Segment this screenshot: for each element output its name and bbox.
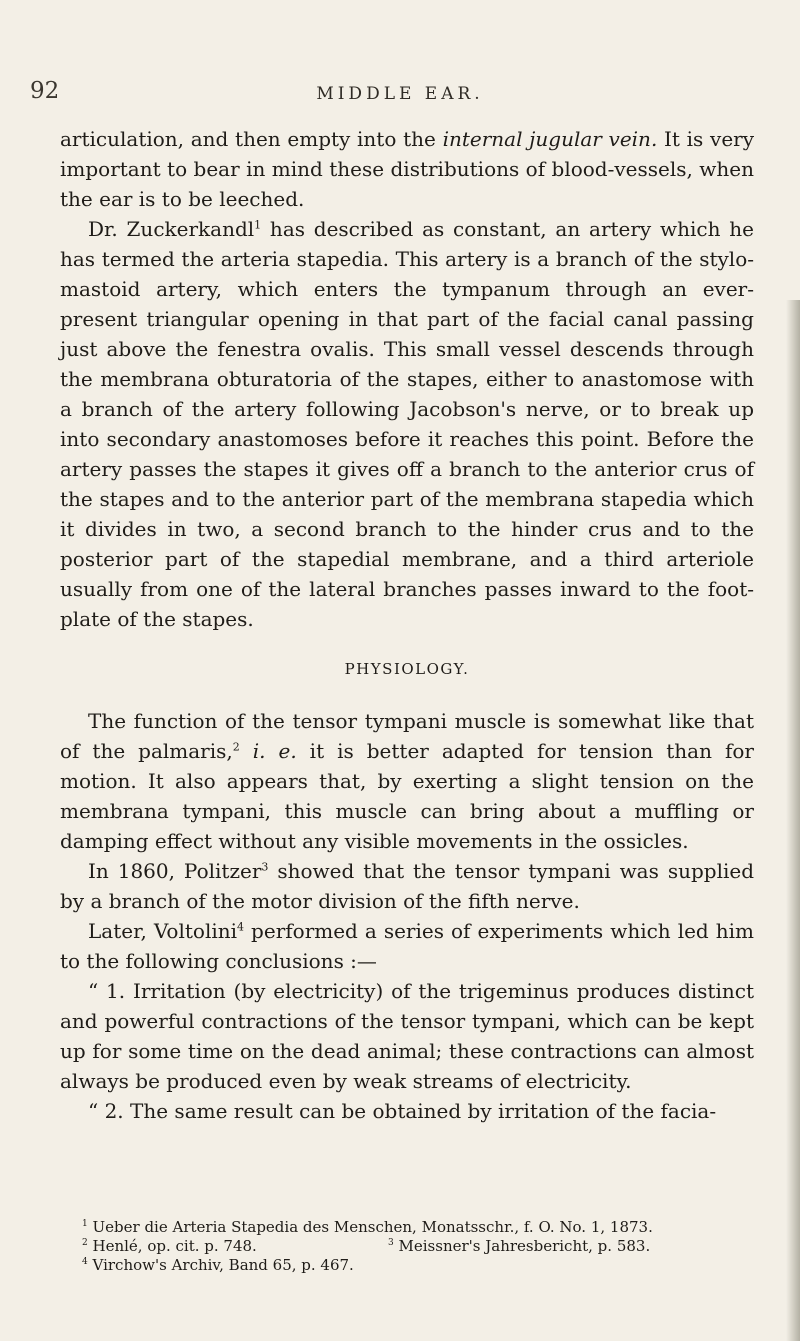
section-heading: PHYSIOLOGY. bbox=[344, 660, 470, 678]
footnote-ref: 2 bbox=[232, 740, 240, 754]
italic-run: internal jugular vein. bbox=[442, 127, 658, 151]
text-run: performed a series of experiments which led him to the following conclusions :— bbox=[60, 919, 755, 973]
footnote-marker: 3 bbox=[388, 1238, 394, 1248]
italic-run: i. e. bbox=[239, 739, 297, 763]
footnote-text: Meissner's Jahresbericht, p. 583. bbox=[398, 1237, 651, 1255]
text-run: it is better adapted for tension than for motion. It also appears that, by exerting a slight tension on the membrana tympani, this muscle can bring about a muffling or damping effect without any visible movements in the ossicles. bbox=[60, 739, 754, 853]
paragraph-6: “ 1. Irritation (by electricity) of the trigeminus produces distinct and powerful contractions of the tensor tympani, which can be kept up for some time on the dead animal; these contractions can almost always be produced even by weak streams of electricity. bbox=[60, 979, 754, 1093]
page-edge-shadow bbox=[786, 300, 800, 1341]
footnote-ref: 1 bbox=[254, 218, 262, 232]
text-run: showed that the tensor tympani was supplied by a branch of the motor division of the fifth nerve. bbox=[60, 859, 755, 913]
footnote-row-2-3 bbox=[82, 1237, 762, 1256]
paragraph-4 bbox=[60, 856, 754, 916]
text-run: The function of the tensor tympani muscle is somewhat like that of the palmaris, bbox=[60, 709, 754, 763]
footnote-text: Virchow's Archiv, Band 65, p. 467. bbox=[92, 1256, 354, 1274]
footnote-3 bbox=[388, 1237, 650, 1256]
footnote-marker: 4 bbox=[82, 1257, 88, 1267]
text-run: Later, Voltolini bbox=[88, 919, 238, 943]
paragraph-1 bbox=[60, 124, 754, 214]
text-run: has described as constant, an artery which he has termed the arteria stapedia. This artery is a branch of the stylo-mastoid artery, which enters the tympanum through an ever-present triangular opening in that part of the facial canal passing just above the fenestra ovalis. This small vessel descends through the membrana obturatoria of the stapes, either to anastomose with a branch of the artery following Jacobson's nerve, or to break up into secondary anastomoses before it reaches this point. Before the artery passes the stapes it gives off a branch to the anterior crus of the stapes and to the anterior part of the membrana stapedia which it divides in two, a second branch to the hinder crus and to the posterior part of the stapedial membrane, and a third arteriole usually from one of the lateral branches passes inward to the foot-plate of the stapes. bbox=[60, 217, 754, 631]
footnote-1 bbox=[82, 1218, 762, 1237]
paragraph-7: “ 2. The same result can be obtained by irritation of the facia- bbox=[88, 1099, 717, 1123]
footnote-text: Henlé, op. cit. p. 748. bbox=[92, 1237, 257, 1255]
body-text bbox=[60, 124, 754, 1126]
text-run: It is very important to bear in mind these distributions of blood-vessels, when the ear is to be leeched. bbox=[60, 127, 755, 211]
text-run: Dr. Zuckerkandl bbox=[88, 217, 255, 241]
footnote-marker: 2 bbox=[82, 1238, 88, 1248]
footnote-text: Ueber die Arteria Stapedia des Menschen, Monatsschr., f. O. No. 1, 1873. bbox=[92, 1218, 653, 1236]
footnote-ref: 3 bbox=[261, 860, 269, 874]
text-run: articulation, and then empty into the bbox=[60, 127, 443, 151]
footnote-marker: 1 bbox=[82, 1219, 88, 1229]
text-run: In 1860, Politzer bbox=[88, 859, 262, 883]
page-number: 92 bbox=[30, 78, 60, 104]
running-head: MIDDLE EAR. bbox=[316, 84, 484, 104]
footnote-2 bbox=[82, 1237, 257, 1255]
footnote-4 bbox=[82, 1256, 762, 1275]
footnote-ref: 4 bbox=[237, 920, 245, 934]
paragraph-5 bbox=[60, 916, 754, 976]
footnotes bbox=[82, 1218, 762, 1275]
paragraph-2 bbox=[60, 214, 754, 634]
paragraph-3 bbox=[60, 706, 754, 856]
